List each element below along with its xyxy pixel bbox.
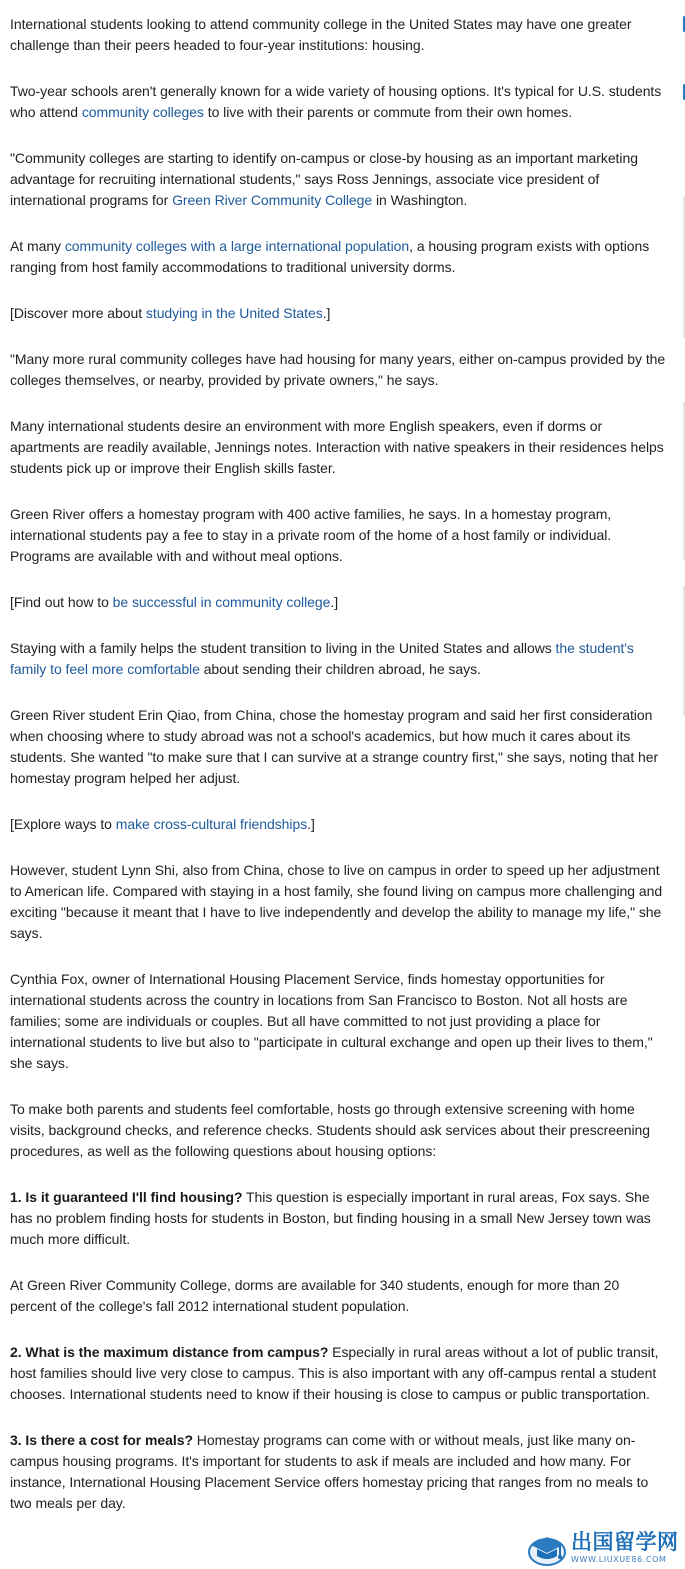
paragraph: Staying with a family helps the student transition to living in the United States and allows the student's family to feel more comfortable about sending their children abroad, he says. (10, 640, 634, 677)
watermark-title: 出国留学网 (571, 1530, 679, 1554)
question-3: 3. Is there a cost for meals? Homestay programs can come with or without meals, just like many on-campus housing programs. It's important for students to ask if meals are included and how many. For instance, International Housing Placement Service offers homestay pricing that ranges from no meals to two meals per day. (10, 1432, 649, 1511)
question-heading: 2. What is the maximum distance from campus? (10, 1344, 329, 1360)
paragraph: [Discover more about studying in the United States.] (10, 305, 331, 321)
paragraph: However, student Lynn Shi, also from China, chose to live on campus in order to speed up her adjustment to American life. Compared with staying in a host family, she found living on campus more challenging and exciting "because it meant that I have to live independently and develop the ability to manage my life," she says. (10, 862, 663, 941)
watermark-url: WWW.LIUXUE86.COM (571, 1555, 667, 1564)
article-body (10, 14, 668, 1539)
question-heading: 1. Is it guaranteed I'll find housing? (10, 1189, 243, 1205)
question-1: 1. Is it guaranteed I'll find housing? This question is especially important in rural areas, Fox says. She has no problem finding hosts for students in Boston, but finding housing in a small New Jersey town was much more difficult. (10, 1189, 651, 1247)
family-comfortable-link[interactable]: the student's family to feel more comfortable (10, 640, 634, 677)
graduation-cap-icon (527, 1529, 567, 1567)
paragraph: Green River offers a homestay program with 400 active families, he says. In a homestay program, international students pay a fee to stay in a private room of the home of a host family or individual. Programs are available with and without meal options. (10, 506, 612, 564)
paragraph: Green River student Erin Qiao, from China, chose the homestay program and said her first consideration when choosing where to study abroad was not a school's academics, but how much it cares about its students. She wanted "to make sure that I can survive at a strange country first," she says, noting that her homestay program helped her adjust. (10, 707, 659, 786)
question-2: 2. What is the maximum distance from campus? Especially in rural areas without a lot of public transit, host families should live very close to campus. This is also important with any off-campus rental a student chooses. International students need to know if their housing is close to campus or public transportation. (10, 1344, 659, 1402)
paragraph: [Find out how to be successful in community college.] (10, 594, 339, 610)
paragraph: Cynthia Fox, owner of International Housing Placement Service, finds homestay opportunities for international students across the country in locations from San Francisco to Boston. Not all hosts are families; some are individuals or couples. But all have committed to not just providing a place for international students to live but also to "participate in cultural exchange and open up their lives to them," she says. (10, 971, 653, 1071)
paragraph: Many international students desire an environment with more English speakers, even if dorms or apartments are readily available, Jennings notes. Interaction with native speakers in their residences helps students pick up or improve their English skills faster. (10, 418, 664, 476)
paragraph: At Green River Community College, dorms are available for 340 students, enough for more than 20 percent of the college's fall 2012 international student population. (10, 1277, 620, 1314)
paragraph: To make both parents and students feel comfortable, hosts go through extensive screening with home visits, background checks, and reference checks. Students should ask services about their prescreening procedures, as well as the following questions about housing options: (10, 1101, 651, 1159)
be-successful-link[interactable]: be successful in community college (112, 594, 331, 610)
studying-in-us-link[interactable]: studying in the United States (145, 305, 323, 321)
question-heading: 3. Is there a cost for meals? (10, 1432, 193, 1448)
community-colleges-link[interactable]: community colleges (81, 104, 204, 120)
paragraph: Two-year schools aren't generally known for a wide variety of housing options. It's typical for U.S. students who attend community colleges to live with their parents or commute from their own homes. (10, 83, 662, 120)
paragraph: "Community colleges are starting to identify on-campus or close-by housing as an important marketing advantage for recruiting international students," says Ross Jennings, associate vice president of international programs for Green River Community College in Washington. (10, 150, 638, 208)
green-river-community-college-link[interactable]: Green River Community College (172, 192, 373, 208)
international-population-link[interactable]: community colleges with a large international population (64, 238, 410, 254)
paragraph: "Many more rural community colleges have had housing for many years, either on-campus provided by the colleges themselves, or nearby, provided by private owners," he says. (10, 351, 666, 388)
paragraph: [Explore ways to make cross-cultural friendships.] (10, 816, 315, 832)
paragraph: International students looking to attend community college in the United States may have one greater challenge than their peers headed to four-year institutions: housing. (10, 16, 632, 53)
cross-cultural-friendships-link[interactable]: make cross-cultural friendships (115, 816, 308, 832)
watermark-logo (527, 1529, 685, 1567)
paragraph: At many community colleges with a large international population, a housing program exists with options ranging from host family accommodations to traditional university dorms. (10, 238, 650, 275)
